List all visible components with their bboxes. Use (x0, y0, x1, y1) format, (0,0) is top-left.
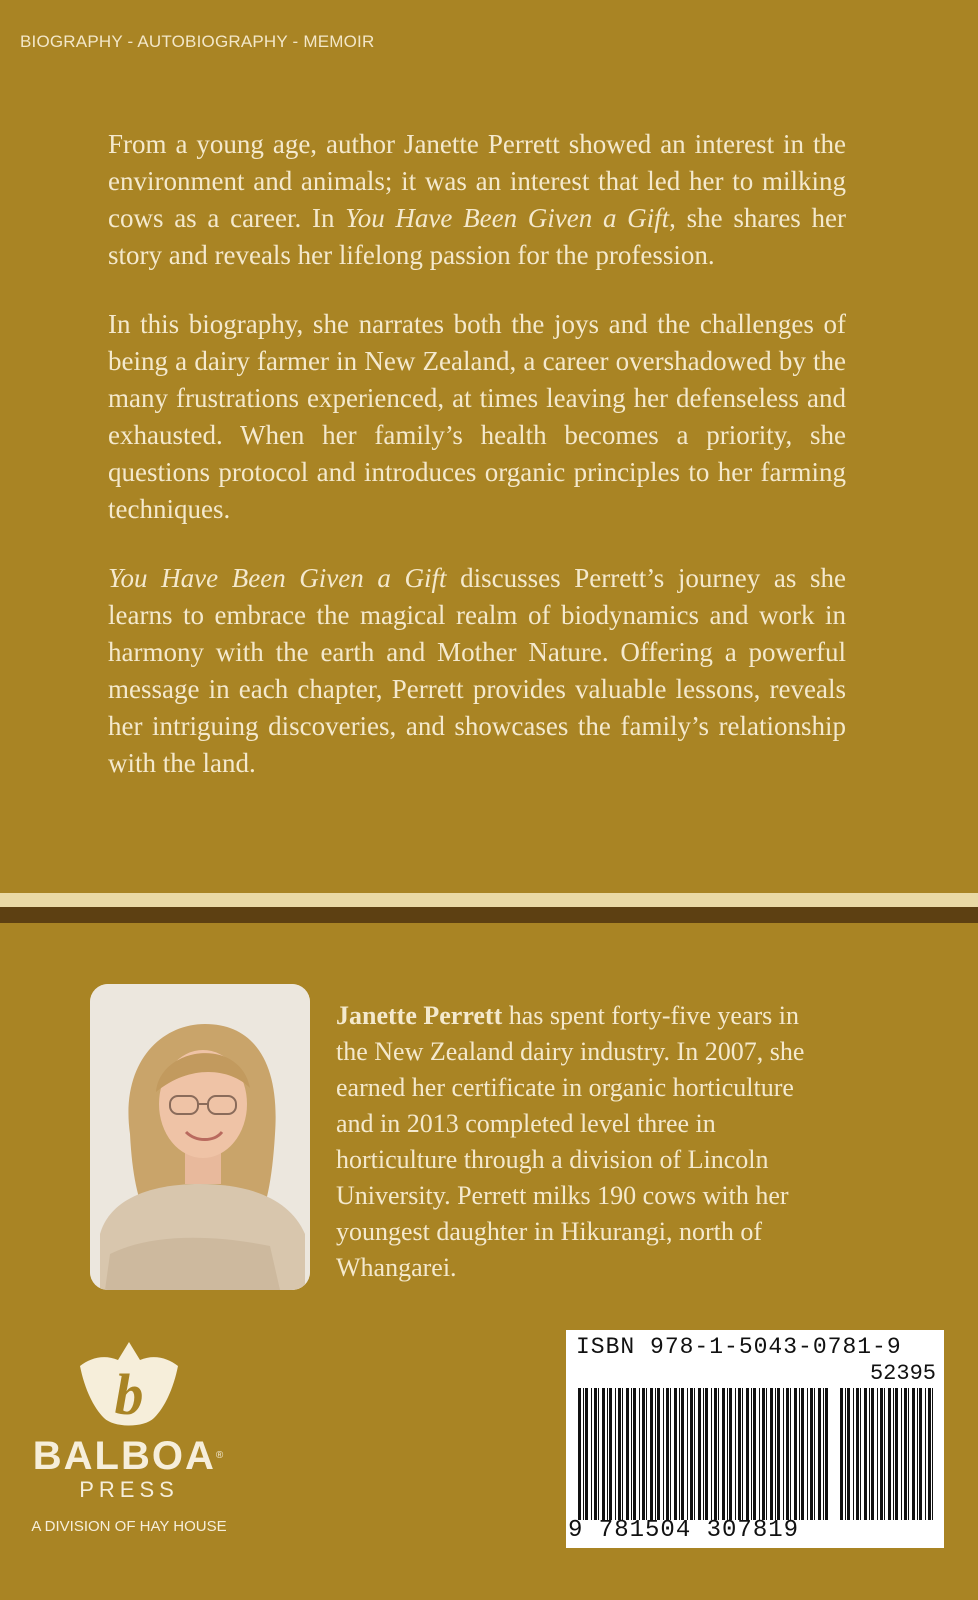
barcode-bar (783, 1388, 784, 1520)
barcode-bar (871, 1388, 874, 1520)
barcode-bar (598, 1388, 599, 1520)
barcode-bar (845, 1388, 846, 1520)
barcode-bar (925, 1388, 926, 1520)
barcode-bar (893, 1388, 894, 1520)
barcode-bar (786, 1388, 789, 1520)
author-bio: Janette Perrett has spent forty-five years in the New Zealand dairy industry. In 2007, she earned her certificate in organic horticulture and in 2013 completed level three in horticulture through a division of Lincoln University. Perrett milks 190 cows with her youngest daughter in Hikurangi, north of Whangarei. (336, 1001, 805, 1282)
barcode-bar (615, 1388, 616, 1520)
divider-band-dark (0, 907, 978, 923)
barcode-bar (895, 1388, 898, 1520)
barcode-bar (869, 1388, 870, 1520)
barcode-bar (928, 1388, 931, 1520)
publisher-logo (14, 1336, 244, 1566)
barcode-bar (759, 1388, 760, 1520)
barcode-bar (670, 1388, 671, 1520)
barcode-bar (766, 1388, 767, 1520)
barcode-bar (703, 1388, 704, 1520)
price-code: 52395 (869, 1361, 936, 1386)
barcode-bar (880, 1388, 883, 1520)
barcode-bar (694, 1388, 695, 1520)
barcode-bar (666, 1388, 669, 1520)
barcode-bar (807, 1388, 808, 1520)
barcode-bar (912, 1388, 915, 1520)
barcode-bar (775, 1388, 776, 1520)
barcode-bar (631, 1388, 632, 1520)
barcode-bar (727, 1388, 728, 1520)
barcode-bar (602, 1388, 605, 1520)
barcode-bar (840, 1388, 843, 1520)
blurb-paragraph-2: In this biography, she narrates both the joys and the challenges of being a dairy farmer in New Zealand, a career overshadowed by the many frustrations experienced, at times leaving her defenseless and exhausted. When her family’s health becomes a priority, she questions protocol and introduces organic principles to her farming techniques. (108, 309, 846, 524)
barcode-bar (718, 1388, 719, 1520)
barcode-bar (681, 1388, 684, 1520)
barcode-bar (847, 1388, 850, 1520)
barcode-bar (633, 1388, 636, 1520)
blurb-paragraph-1: From a young age, author Janette Perrett showed an interest in the environment and animals; it was an interest that led her to milking cows as a career. In You Have Been Given a Gift, she shares her story and reveals her lifelong passion for the profession. (108, 129, 846, 270)
back-cover-blurb (108, 126, 846, 782)
genre-label: BIOGRAPHY - AUTOBIOGRAPHY - MEMOIR (20, 32, 375, 51)
barcode-bar (639, 1388, 640, 1520)
barcode-bar (917, 1388, 918, 1520)
barcode-bar (705, 1388, 708, 1520)
barcode-bar (814, 1388, 815, 1520)
barcode-bar (729, 1388, 732, 1520)
barcode-panel (566, 1330, 944, 1548)
barcode-bar (753, 1388, 756, 1520)
barcode-bar (609, 1388, 612, 1520)
author-name: Janette Perrett (336, 1001, 503, 1030)
barcode-bar (908, 1388, 909, 1520)
divider-band-light (0, 893, 978, 907)
barcode-bar (801, 1388, 804, 1520)
barcode-bar (901, 1388, 902, 1520)
barcode-bar (578, 1388, 581, 1520)
barcode-bar (818, 1388, 821, 1520)
publisher-name: BALBOA (32, 1434, 216, 1478)
book-title: You Have Been Given a Gift (108, 563, 447, 593)
barcode-bar (679, 1388, 680, 1520)
barcode-bar (687, 1388, 688, 1520)
barcode-bar (698, 1388, 701, 1520)
barcode-bar (663, 1388, 664, 1520)
barcode-bar (591, 1388, 592, 1520)
blurb-paragraph-3: You Have Been Given a Gift discusses Perrett’s journey as she learns to embrace the magical realm of biodynamics and work in harmony with the earth and Mother Nature. Offering a powerful message in each chapter, Perrett provides valuable lessons, reveals her intriguing discoveries, and showcases the family’s relationship with the land. (108, 563, 846, 778)
barcode-bar (626, 1388, 629, 1520)
barcode-bar (799, 1388, 800, 1520)
barcode-bar (864, 1388, 867, 1520)
barcode-bar (884, 1388, 885, 1520)
barcode-bar (823, 1388, 824, 1520)
book-title: You Have Been Given a Gift (345, 203, 670, 233)
barcode-bar (657, 1388, 660, 1520)
publisher-press: PRESS (79, 1477, 179, 1502)
barcode-bar (618, 1388, 621, 1520)
barcode-bar (904, 1388, 907, 1520)
barcode-bar (888, 1388, 891, 1520)
barcode-bar (860, 1388, 861, 1520)
barcode-bar (853, 1388, 854, 1520)
barcode-bar (856, 1388, 859, 1520)
barcode-bar (762, 1388, 765, 1520)
barcode-bar (932, 1388, 933, 1520)
author-photo (90, 984, 310, 1290)
barcode-bar (714, 1388, 717, 1520)
barcode-bar (650, 1388, 653, 1520)
barcode-bar (919, 1388, 922, 1520)
barcode-bar (607, 1388, 608, 1520)
barcode-bar (794, 1388, 797, 1520)
barcode-bar (711, 1388, 712, 1520)
barcode-bar (642, 1388, 645, 1520)
barcode-bar (646, 1388, 647, 1520)
barcode-bar (655, 1388, 656, 1520)
barcode-bar (738, 1388, 741, 1520)
isbn-text: ISBN 978-1-5043-0781-9 (576, 1334, 902, 1360)
barcode-bar (622, 1388, 623, 1520)
barcode-bar (742, 1388, 743, 1520)
barcode-bar (877, 1388, 878, 1520)
registered-mark: ® (215, 1450, 226, 1461)
ean-number: 9 781504 307819 (568, 1517, 800, 1544)
barcode-bar (735, 1388, 736, 1520)
publisher-division: A DIVISION OF HAY HOUSE (31, 1518, 227, 1535)
barcode-bar (777, 1388, 780, 1520)
barcode-bar (825, 1388, 828, 1520)
barcode-bar (674, 1388, 677, 1520)
barcode-bar (751, 1388, 752, 1520)
barcode-bar (594, 1388, 597, 1520)
barcode-bar (746, 1388, 749, 1520)
logo-letter: b (114, 1362, 144, 1427)
barcode-bar (790, 1388, 791, 1520)
barcode-bar (810, 1388, 813, 1520)
barcode-main (578, 1388, 834, 1520)
barcode-bar (583, 1388, 584, 1520)
lotus-icon (74, 1336, 184, 1432)
barcode-bar (585, 1388, 588, 1520)
barcode-bar (722, 1388, 725, 1520)
barcode-bar (770, 1388, 773, 1520)
barcode-addon (840, 1388, 936, 1520)
barcode-bar (690, 1388, 693, 1520)
